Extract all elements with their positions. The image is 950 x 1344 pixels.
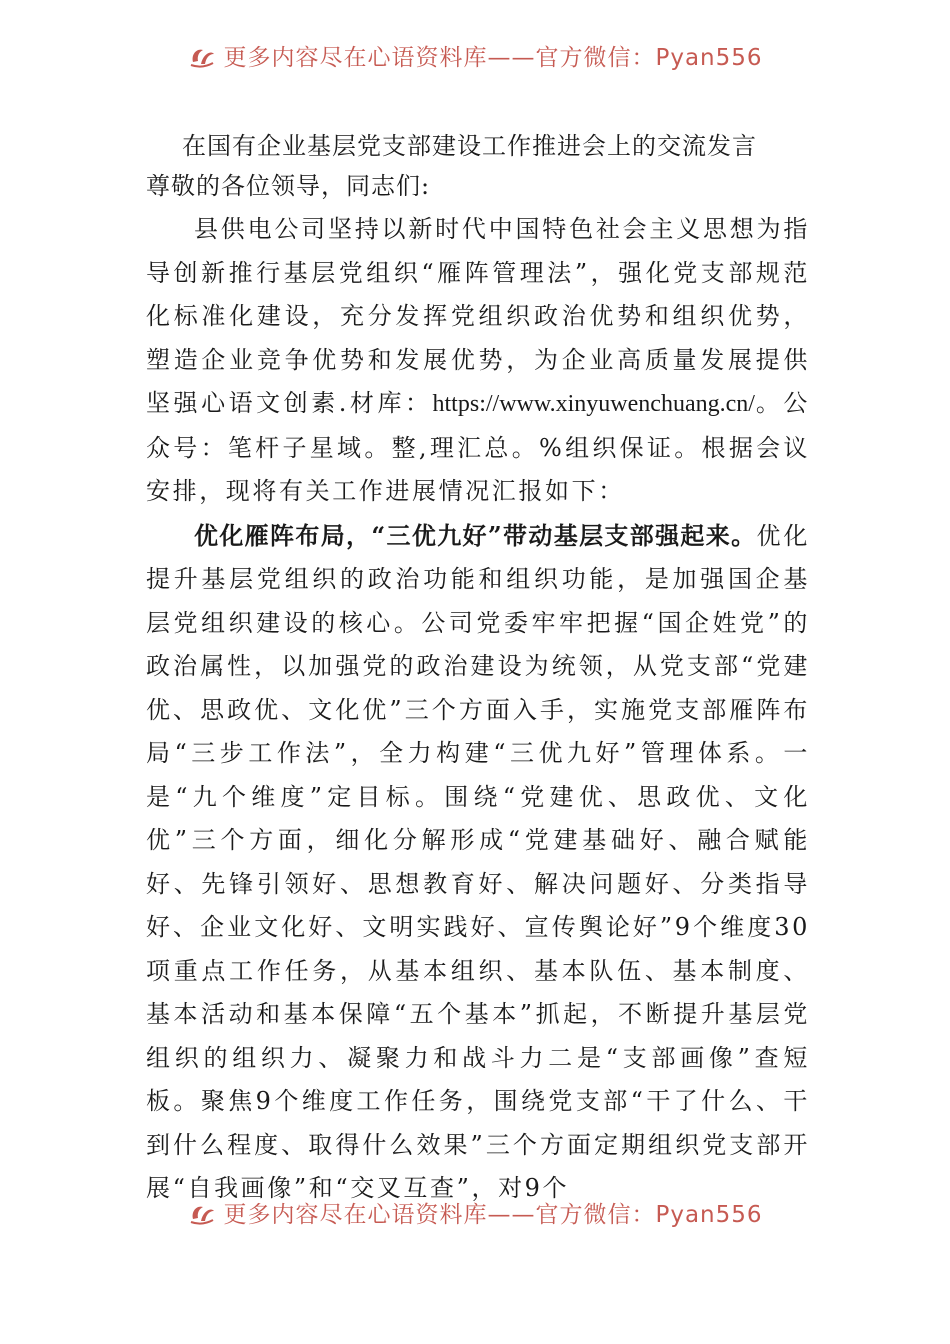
- website-url: https://www.xinyuwenchuang.cn/: [432, 391, 755, 417]
- watermark-text: 更多内容尽在心语资料库——官方微信：Pyan556: [223, 1201, 763, 1228]
- sprout-logo-icon: [187, 44, 217, 70]
- document-title: 在国有企业基层党支部建设工作推进会上的交流发言: [182, 132, 757, 160]
- intro-text-b: 。公众号：笔杆子星域。整,理汇总。%组织保证。根据会议安排，现将有关工作进展情况汇报如下：: [146, 389, 810, 505]
- sprout-logo-icon: [187, 1201, 217, 1227]
- paragraph-intro: [146, 208, 810, 514]
- section-heading: 优化雁阵布局，“三优九好”带动基层支部强起来。: [194, 520, 757, 550]
- document-body: [146, 126, 810, 1211]
- watermark-text: 更多内容尽在心语资料库——官方微信：Pyan556: [223, 44, 763, 71]
- section-body: 优化提升基层党组织的政治功能和组织功能，是加强国企基层党组织建设的核心。公司党委牢牢把握“国企姓党”的政治属性，以加强党的政治建设为统领，从党支部“党建优、思政优、文化优”三个方面入手，实施党支部雁阵布局“三步工作法”，全力构建“三优九好”管理体系。一是“九个维度”定目标。围绕“党建优、思政优、文化优”三个方面，细化分解形成“党建基础好、融合赋能好、先锋引领好、思想教育好、解决问题好、分类指导好、企业文化好、文明实践好、宣传舆论好”9个维度30项重点工作任务，从基本组织、基本队伍、基本制度、基本活动和基本保障“五个基本”抓起，不断提升基层党组织的组织力、凝聚力和战斗力二是“支部画像”查短板。聚焦9个维度工作任务，围绕党支部“干了什么、干到什么程度、取得什么效果”三个方面定期组织党支部开展“自我画像”和“交叉互查”，对9个: [146, 521, 811, 1202]
- paragraph-section-1: [146, 514, 810, 1211]
- intro-text-a: 县供电公司坚持以新时代中国特色社会主义思想为指导创新推行基层党组织“雁阵管理法”，强化党支部规范化标准化建设，充分发挥党组织政治优势和组织优势，塑造企业竞争优势和发展优势，为企业高质量发展提供坚强心语文创素.材库：: [146, 215, 810, 417]
- watermark-banner-bottom: [0, 1201, 950, 1241]
- watermark-banner-top: [0, 44, 950, 84]
- greeting: 尊敬的各位领导，同志们:: [146, 172, 431, 200]
